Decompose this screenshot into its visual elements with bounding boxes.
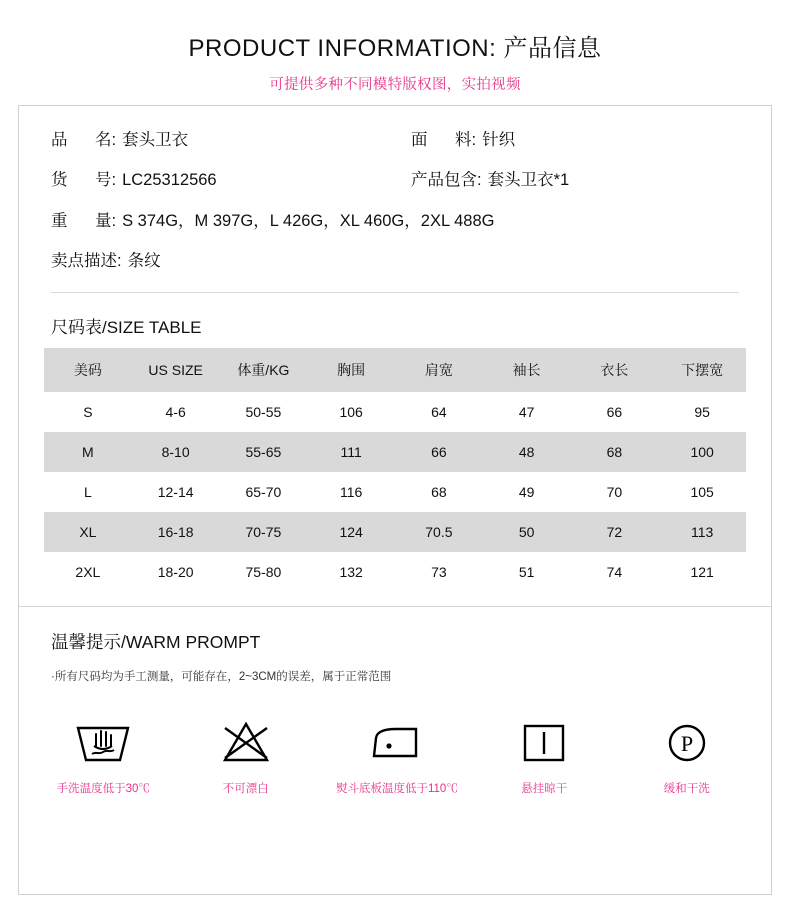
info-field-style-no	[51, 170, 411, 191]
table-header-cell: 体重/KG	[237, 361, 290, 378]
info-field-selling-point	[51, 251, 161, 272]
info-row-selling-point	[51, 251, 739, 272]
table-cell: L	[83, 483, 92, 500]
content-box	[18, 105, 772, 895]
table-row	[44, 552, 746, 592]
table-cell: 75-80	[245, 563, 282, 580]
info-field-package	[411, 170, 569, 191]
table-cell: 70.5	[425, 523, 453, 540]
product-info-block	[19, 106, 771, 297]
table-row	[44, 512, 746, 552]
info-value: LC25312566	[122, 171, 217, 190]
table-cell: 74	[606, 563, 623, 580]
info-label: 产品包含:	[411, 171, 482, 190]
table-header-cell: 衣长	[600, 361, 629, 378]
info-label: 面 料:	[411, 131, 477, 149]
table-cell: 2XL	[75, 563, 101, 580]
care-item-line-dry	[492, 710, 597, 796]
size-table	[44, 348, 746, 592]
svg-text:P: P	[680, 730, 693, 756]
care-label: 手洗温度低于30℃	[56, 782, 150, 795]
info-field-name	[51, 130, 411, 151]
gentle-dryclean-icon	[635, 710, 740, 772]
table-cell: XL	[79, 523, 97, 540]
info-row	[51, 170, 739, 191]
iron-icon	[336, 710, 454, 772]
info-label: 品 名:	[51, 131, 117, 149]
table-header-row	[44, 348, 746, 392]
care-label: 熨斗底板温度低于110℃	[336, 782, 458, 795]
care-label: 缓和干洗	[663, 782, 710, 795]
table-cell: 47	[518, 403, 535, 420]
info-label: 重 量:	[51, 211, 117, 230]
hand-wash-icon	[51, 710, 156, 772]
table-cell: 106	[339, 403, 363, 420]
care-symbols-row	[51, 710, 739, 796]
size-table-title: 尺码表/SIZE TABLE	[51, 317, 202, 337]
table-header-cell: 胸围	[337, 361, 366, 378]
table-row	[44, 472, 746, 512]
care-label: 不可漂白	[222, 782, 269, 795]
table-cell: 50	[518, 523, 535, 540]
info-value: S 374G，M 397G，L 426G，XL 460G，2XL 488G	[122, 211, 495, 230]
table-cell: 18-20	[157, 563, 194, 580]
care-item-iron	[336, 710, 458, 796]
warm-prompt-title: 温馨提示/WARM PROMPT	[51, 631, 261, 652]
info-value: 套头卫衣	[122, 131, 189, 149]
care-item-hand-wash	[51, 710, 156, 796]
info-field-fabric	[411, 130, 515, 151]
table-header-cell: 袖长	[512, 361, 541, 378]
table-row	[44, 432, 746, 472]
table-cell: 121	[690, 563, 714, 580]
table-cell: 113	[690, 523, 714, 540]
page-subtitle: 可提供多种不同模特版权图，实拍视频	[269, 77, 521, 93]
table-cell: 70	[606, 483, 623, 500]
table-cell: 65-70	[245, 483, 282, 500]
care-item-gentle-dryclean	[635, 710, 740, 796]
no-bleach-icon	[194, 710, 299, 772]
table-cell: 50-55	[245, 403, 282, 420]
info-field-weight	[51, 211, 494, 232]
table-cell: 16-18	[157, 523, 194, 540]
table-cell: 111	[340, 443, 362, 460]
info-row	[51, 130, 739, 151]
table-cell: S	[83, 403, 93, 420]
table-cell: 4-6	[165, 403, 186, 420]
table-cell: 55-65	[245, 443, 282, 460]
info-row-weight	[51, 211, 739, 232]
table-cell: 66	[431, 443, 447, 460]
warm-prompt-note: ·所有尺码均为手工测量，可能存在，2~3CM的误差，属于正常范围	[51, 670, 392, 683]
info-value: 条纹	[127, 252, 161, 271]
table-header-cell: 下摆宽	[681, 361, 724, 378]
table-cell: 8-10	[161, 443, 190, 460]
table-cell: 66	[606, 403, 623, 420]
info-value: 针织	[482, 131, 516, 149]
table-header-cell: US SIZE	[148, 361, 203, 378]
table-cell: 95	[694, 403, 710, 420]
table-cell: 12-14	[157, 483, 194, 500]
table-cell: 100	[690, 443, 714, 460]
table-cell: M	[82, 443, 94, 460]
table-cell: 116	[339, 483, 363, 500]
table-cell: 105	[690, 483, 714, 500]
table-cell: 51	[518, 563, 535, 580]
warm-prompt-block	[19, 607, 771, 796]
info-value: 套头卫衣*1	[487, 171, 570, 190]
care-label: 悬挂晾干	[521, 782, 568, 795]
care-item-no-bleach	[194, 710, 299, 796]
table-cell: 132	[339, 563, 363, 580]
table-header-cell: 美码	[73, 361, 102, 378]
info-label: 货 号:	[51, 171, 117, 190]
table-cell: 49	[518, 483, 535, 500]
table-header-cell: 肩宽	[424, 361, 453, 378]
table-cell: 70-75	[245, 523, 282, 540]
page-title: PRODUCT INFORMATION: 产品信息	[188, 35, 602, 62]
divider	[51, 292, 739, 293]
table-cell: 124	[339, 523, 363, 540]
table-cell: 64	[431, 403, 447, 420]
table-cell: 73	[431, 563, 447, 580]
table-cell: 68	[431, 483, 447, 500]
info-label: 卖点描述:	[51, 252, 122, 271]
table-cell: 48	[518, 443, 535, 460]
table-cell: 72	[606, 523, 623, 540]
line-dry-icon	[492, 710, 597, 772]
table-cell: 68	[606, 443, 623, 460]
table-row	[44, 392, 746, 432]
